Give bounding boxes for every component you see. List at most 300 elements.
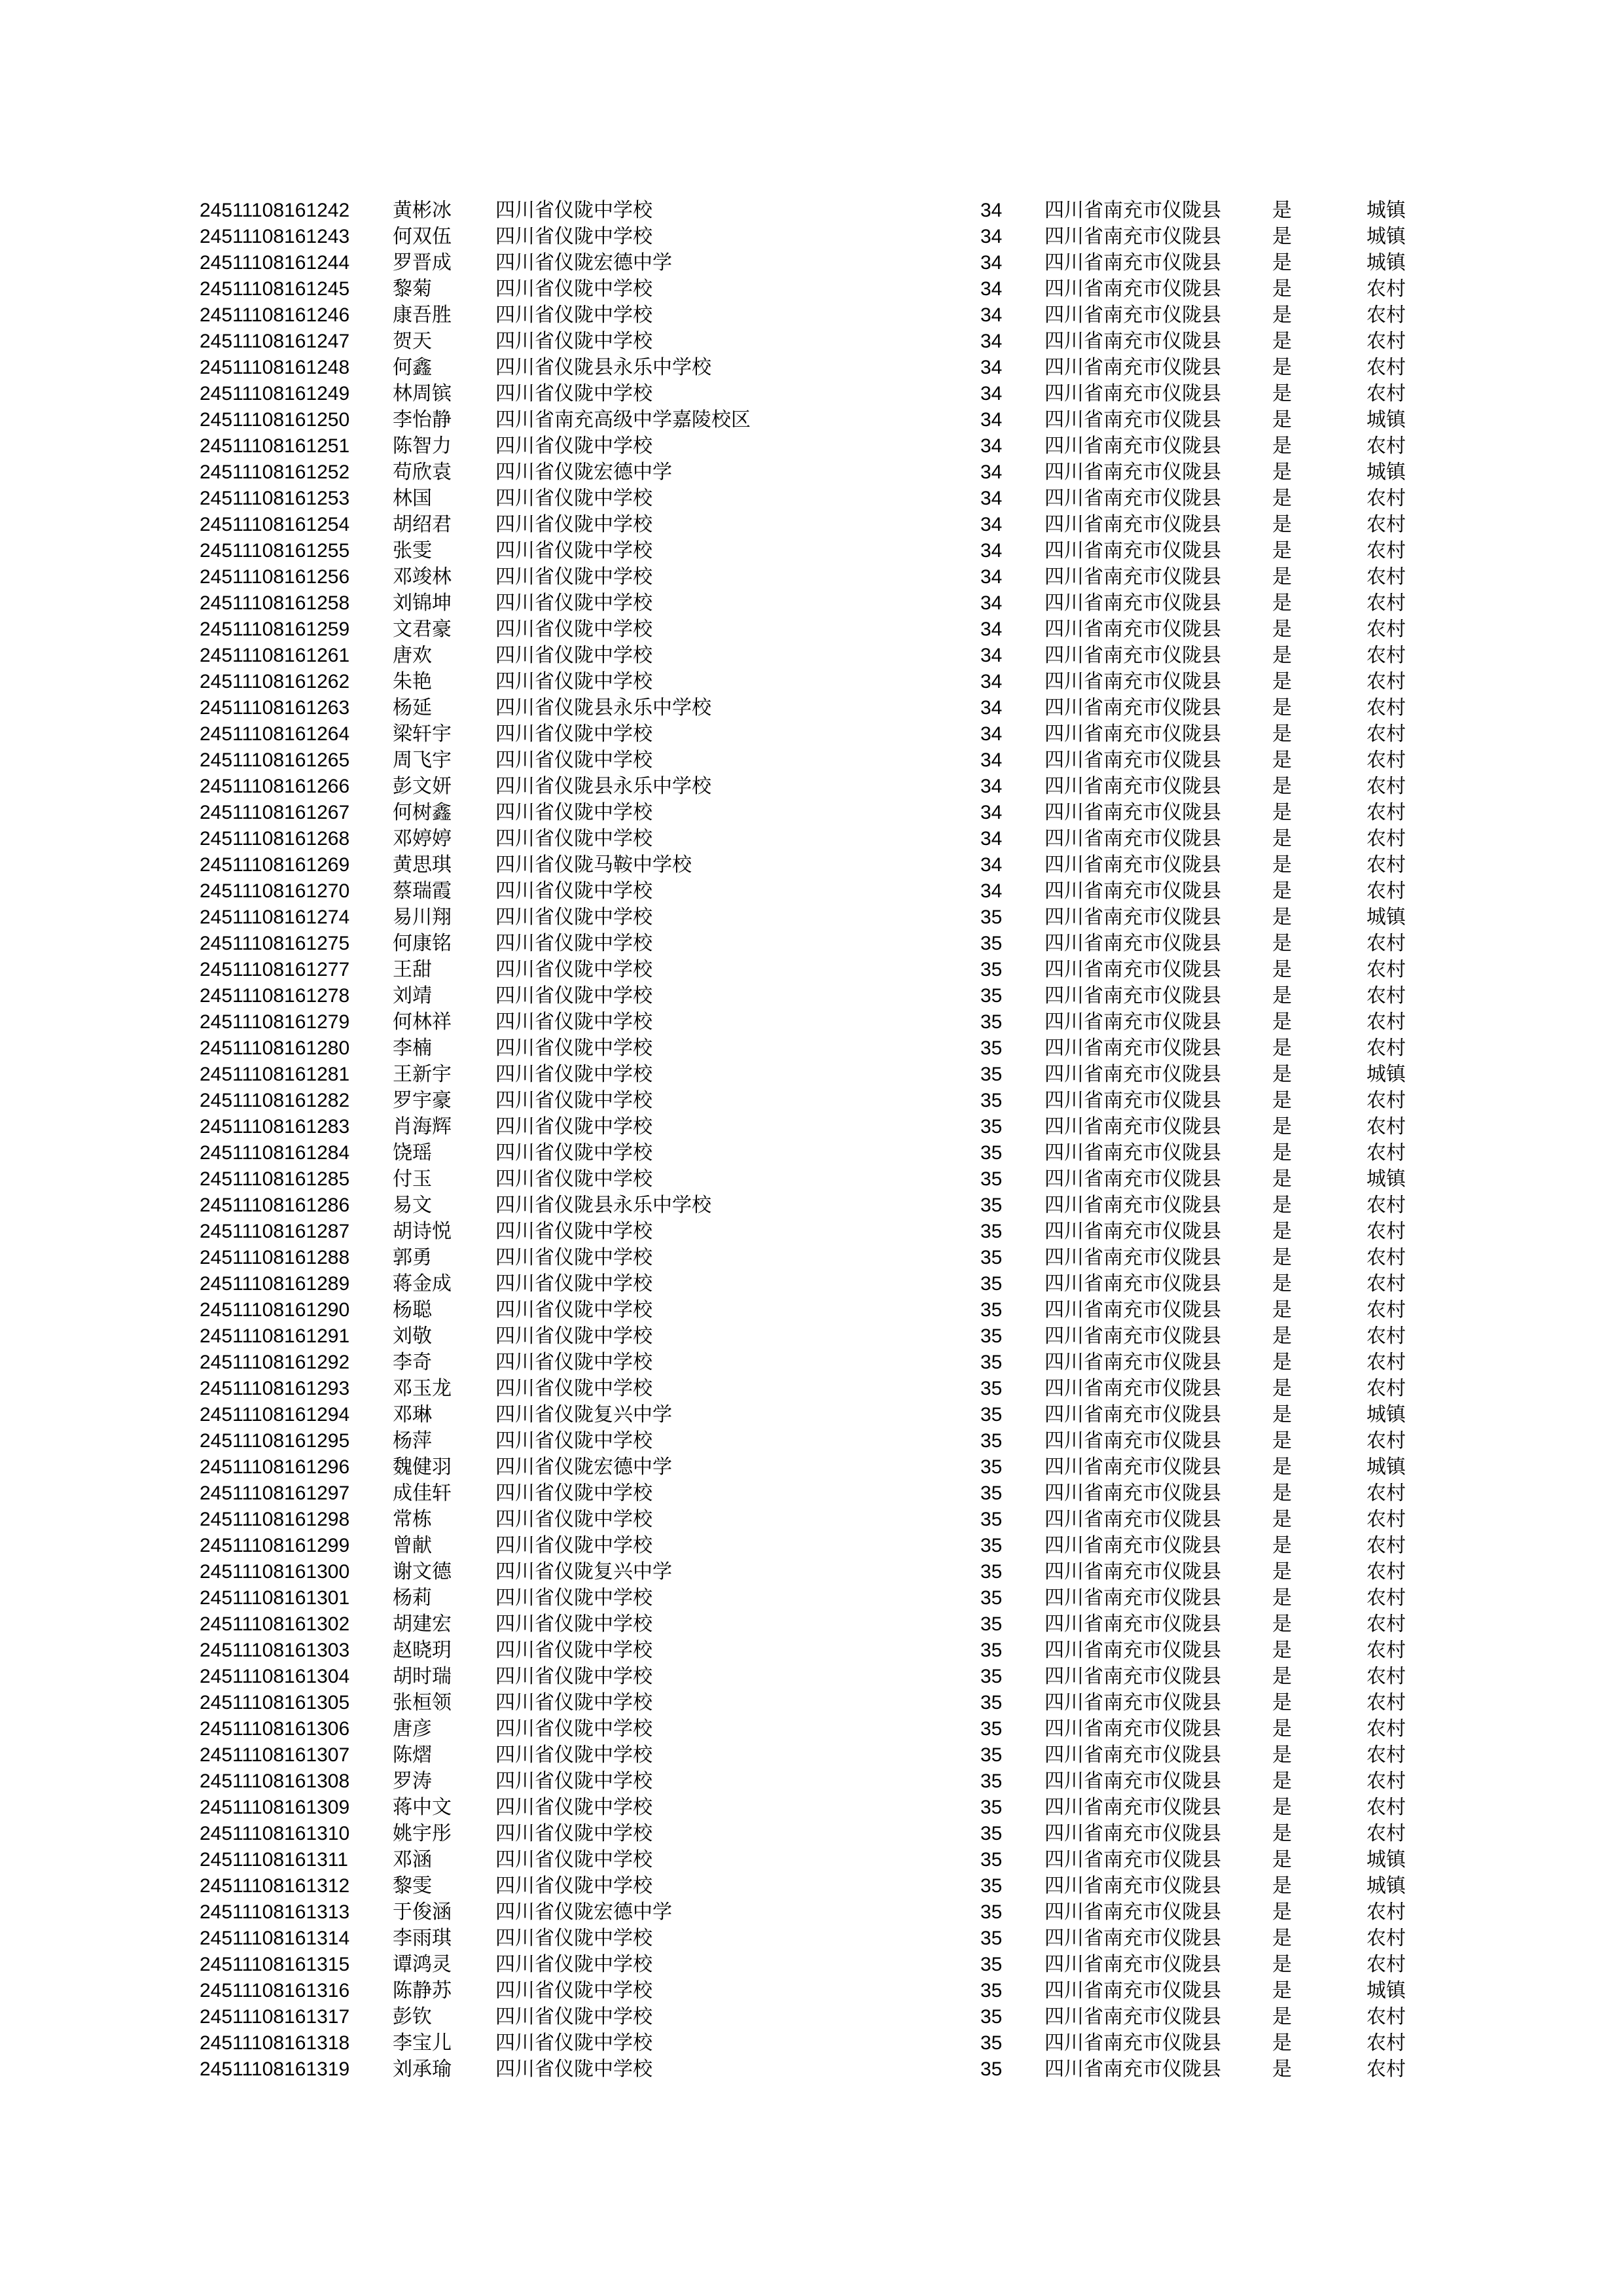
household-type-cell: 农村 <box>1366 1691 1406 1714</box>
flag-cell: 是 <box>1272 2005 1292 2028</box>
school-name-cell: 四川省仪陇中学校 <box>495 906 652 929</box>
flag-cell: 是 <box>1272 618 1292 641</box>
score-cell: 34 <box>980 723 1003 745</box>
region-cell: 四川省南充市仪陇县 <box>1044 251 1221 274</box>
region-cell: 四川省南充市仪陇县 <box>1044 880 1221 903</box>
school-name-cell: 四川省仪陇中学校 <box>495 1299 652 1321</box>
flag-cell: 是 <box>1272 775 1292 798</box>
flag-cell: 是 <box>1272 1953 1292 1976</box>
table-row <box>0 957 1623 983</box>
table-row <box>0 774 1623 800</box>
score-cell: 34 <box>980 880 1003 902</box>
household-type-cell: 农村 <box>1366 1377 1406 1400</box>
household-type-cell: 农村 <box>1366 2058 1406 2081</box>
student-name-cell: 胡时瑞 <box>393 1665 452 1688</box>
student-name-cell: 何双伍 <box>393 225 452 248</box>
table-row <box>0 1742 1623 1768</box>
table-row <box>0 1323 1623 1350</box>
table-row <box>0 1690 1623 1716</box>
student-name-cell: 朱艳 <box>393 670 432 693</box>
score-cell: 35 <box>980 1194 1003 1216</box>
household-type-cell: 城镇 <box>1366 906 1406 929</box>
household-type-cell: 农村 <box>1366 1560 1406 1583</box>
flag-cell: 是 <box>1272 2058 1292 2081</box>
score-cell: 35 <box>980 1430 1003 1452</box>
household-type-cell: 农村 <box>1366 1587 1406 1609</box>
school-name-cell: 四川省仪陇中学校 <box>495 1115 652 1138</box>
flag-cell: 是 <box>1272 932 1292 955</box>
student-name-cell: 姚宇彤 <box>393 1822 452 1845</box>
student-name-cell: 苟欣袁 <box>393 461 452 484</box>
region-cell: 四川省南充市仪陇县 <box>1044 1456 1221 1479</box>
flag-cell: 是 <box>1272 1534 1292 1557</box>
region-cell: 四川省南充市仪陇县 <box>1044 1796 1221 1819</box>
exam-id-cell: 24511108161316 <box>200 1980 350 2001</box>
score-cell: 34 <box>980 488 1003 509</box>
household-type-cell: 农村 <box>1366 1482 1406 1505</box>
exam-id-cell: 24511108161304 <box>200 1666 350 1687</box>
score-cell: 34 <box>980 540 1003 562</box>
student-name-cell: 陈静苏 <box>393 1979 452 2002</box>
region-cell: 四川省南充市仪陇县 <box>1044 1115 1221 1138</box>
region-cell: 四川省南充市仪陇县 <box>1044 1665 1221 1688</box>
score-cell: 34 <box>980 409 1003 431</box>
flag-cell: 是 <box>1272 539 1292 562</box>
household-type-cell: 农村 <box>1366 670 1406 693</box>
household-type-cell: 农村 <box>1366 2032 1406 2054</box>
household-type-cell: 农村 <box>1366 775 1406 798</box>
school-name-cell: 四川省仪陇中学校 <box>495 1141 652 1164</box>
table-row <box>0 1559 1623 1585</box>
score-cell: 35 <box>980 1875 1003 1897</box>
region-cell: 四川省南充市仪陇县 <box>1044 906 1221 929</box>
flag-cell: 是 <box>1272 304 1292 327</box>
household-type-cell: 农村 <box>1366 1141 1406 1164</box>
school-name-cell: 四川省仪陇中学校 <box>495 513 652 536</box>
household-type-cell: 农村 <box>1366 958 1406 981</box>
score-cell: 35 <box>980 1247 1003 1268</box>
table-row <box>0 1638 1623 1664</box>
household-type-cell: 农村 <box>1366 1194 1406 1217</box>
student-name-cell: 邓竣林 <box>393 565 452 588</box>
flag-cell: 是 <box>1272 1665 1292 1688</box>
region-cell: 四川省南充市仪陇县 <box>1044 225 1221 248</box>
region-cell: 四川省南充市仪陇县 <box>1044 1325 1221 1348</box>
region-cell: 四川省南充市仪陇县 <box>1044 1011 1221 1033</box>
table-row <box>0 407 1623 433</box>
school-name-cell: 四川省仪陇中学校 <box>495 1534 652 1557</box>
student-name-cell: 王新宇 <box>393 1063 452 1086</box>
flag-cell: 是 <box>1272 1115 1292 1138</box>
flag-cell: 是 <box>1272 1299 1292 1321</box>
household-type-cell: 农村 <box>1366 1272 1406 1295</box>
region-cell: 四川省南充市仪陇县 <box>1044 932 1221 955</box>
exam-id-cell: 24511108161247 <box>200 331 350 352</box>
flag-cell: 是 <box>1272 1613 1292 1636</box>
exam-id-cell: 24511108161285 <box>200 1168 350 1190</box>
score-cell: 35 <box>980 1325 1003 1347</box>
flag-cell: 是 <box>1272 1325 1292 1348</box>
table-row <box>0 826 1623 852</box>
school-name-cell: 四川省仪陇中学校 <box>495 1953 652 1976</box>
flag-cell: 是 <box>1272 1037 1292 1060</box>
household-type-cell: 农村 <box>1366 1770 1406 1793</box>
exam-id-cell: 24511108161280 <box>200 1037 350 1059</box>
school-name-cell: 四川省南充高级中学嘉陵校区 <box>495 408 751 431</box>
school-name-cell: 四川省仪陇中学校 <box>495 1482 652 1505</box>
student-name-cell: 黄彬冰 <box>393 199 452 222</box>
region-cell: 四川省南充市仪陇县 <box>1044 723 1221 745</box>
flag-cell: 是 <box>1272 1979 1292 2002</box>
exam-id-cell: 24511108161252 <box>200 461 350 483</box>
household-type-cell: 城镇 <box>1366 1979 1406 2002</box>
score-cell: 35 <box>980 1744 1003 1766</box>
exam-id-cell: 24511108161262 <box>200 671 350 692</box>
score-cell: 35 <box>980 1456 1003 1478</box>
exam-id-cell: 24511108161258 <box>200 592 350 614</box>
student-name-cell: 张雯 <box>393 539 432 562</box>
school-name-cell: 四川省仪陇中学校 <box>495 749 652 772</box>
student-name-cell: 谭鸿灵 <box>393 1953 452 1976</box>
table-row <box>0 486 1623 512</box>
table-row <box>0 1821 1623 1847</box>
score-cell: 34 <box>980 566 1003 588</box>
student-name-cell: 罗涛 <box>393 1770 432 1793</box>
flag-cell: 是 <box>1272 1168 1292 1191</box>
school-name-cell: 四川省仪陇中学校 <box>495 1508 652 1531</box>
school-name-cell: 四川省仪陇中学校 <box>495 1272 652 1295</box>
region-cell: 四川省南充市仪陇县 <box>1044 1272 1221 1295</box>
score-cell: 34 <box>980 749 1003 771</box>
student-name-cell: 何鑫 <box>393 356 432 379</box>
table-row <box>0 2030 1623 2056</box>
student-name-cell: 陈智力 <box>393 435 452 457</box>
region-cell: 四川省南充市仪陇县 <box>1044 382 1221 405</box>
table-row <box>0 198 1623 224</box>
region-cell: 四川省南充市仪陇县 <box>1044 984 1221 1007</box>
score-cell: 34 <box>980 828 1003 850</box>
region-cell: 四川省南充市仪陇县 <box>1044 827 1221 850</box>
school-name-cell: 四川省仪陇中学校 <box>495 1874 652 1897</box>
table-row <box>0 1350 1623 1376</box>
region-cell: 四川省南充市仪陇县 <box>1044 1168 1221 1191</box>
score-cell: 34 <box>980 697 1003 719</box>
student-name-cell: 刘承瑜 <box>393 2058 452 2081</box>
flag-cell: 是 <box>1272 1639 1292 1662</box>
region-cell: 四川省南充市仪陇县 <box>1044 1691 1221 1714</box>
score-cell: 35 <box>980 1116 1003 1138</box>
table-row <box>0 1428 1623 1454</box>
household-type-cell: 农村 <box>1366 513 1406 536</box>
school-name-cell: 四川省仪陇中学校 <box>495 539 652 562</box>
school-name-cell: 四川省仪陇宏德中学 <box>495 1901 672 1924</box>
exam-id-cell: 24511108161310 <box>200 1823 350 1844</box>
score-cell: 35 <box>980 1142 1003 1164</box>
student-name-cell: 肖海辉 <box>393 1115 452 1138</box>
household-type-cell: 城镇 <box>1366 1063 1406 1086</box>
school-name-cell: 四川省仪陇宏德中学 <box>495 461 672 484</box>
table-row <box>0 1507 1623 1533</box>
region-cell: 四川省南充市仪陇县 <box>1044 1534 1221 1557</box>
flag-cell: 是 <box>1272 1691 1292 1714</box>
household-type-cell: 农村 <box>1366 853 1406 876</box>
student-name-cell: 李奇 <box>393 1351 432 1374</box>
table-row <box>0 695 1623 721</box>
flag-cell: 是 <box>1272 1089 1292 1112</box>
region-cell: 四川省南充市仪陇县 <box>1044 1979 1221 2002</box>
household-type-cell: 城镇 <box>1366 1403 1406 1426</box>
exam-id-cell: 24511108161287 <box>200 1221 350 1242</box>
household-type-cell: 农村 <box>1366 1089 1406 1112</box>
flag-cell: 是 <box>1272 1560 1292 1583</box>
exam-id-cell: 24511108161296 <box>200 1456 350 1478</box>
school-name-cell: 四川省仪陇中学校 <box>495 592 652 615</box>
table-row <box>0 1114 1623 1140</box>
household-type-cell: 农村 <box>1366 1822 1406 1845</box>
household-type-cell: 农村 <box>1366 304 1406 327</box>
school-name-cell: 四川省仪陇中学校 <box>495 1325 652 1348</box>
school-name-cell: 四川省仪陇中学校 <box>495 1665 652 1688</box>
student-name-cell: 曾献 <box>393 1534 432 1557</box>
table-row <box>0 381 1623 407</box>
student-name-cell: 胡绍君 <box>393 513 452 536</box>
flag-cell: 是 <box>1272 435 1292 457</box>
exam-id-cell: 24511108161254 <box>200 514 350 535</box>
household-type-cell: 城镇 <box>1366 251 1406 274</box>
school-name-cell: 四川省仪陇中学校 <box>495 1822 652 1845</box>
flag-cell: 是 <box>1272 853 1292 876</box>
household-type-cell: 农村 <box>1366 984 1406 1007</box>
student-name-cell: 易文 <box>393 1194 432 1217</box>
school-name-cell: 四川省仪陇县永乐中学校 <box>495 696 711 719</box>
student-name-cell: 胡建宏 <box>393 1613 452 1636</box>
household-type-cell: 城镇 <box>1366 1874 1406 1897</box>
region-cell: 四川省南充市仪陇县 <box>1044 1194 1221 1217</box>
household-type-cell: 农村 <box>1366 539 1406 562</box>
student-name-cell: 于俊涵 <box>393 1901 452 1924</box>
score-cell: 34 <box>980 252 1003 274</box>
school-name-cell: 四川省仪陇县永乐中学校 <box>495 356 711 379</box>
school-name-cell: 四川省仪陇中学校 <box>495 1639 652 1662</box>
flag-cell: 是 <box>1272 1141 1292 1164</box>
score-cell: 35 <box>980 1535 1003 1556</box>
school-name-cell: 四川省仪陇中学校 <box>495 225 652 248</box>
table-row <box>0 590 1623 617</box>
score-cell: 35 <box>980 1273 1003 1295</box>
flag-cell: 是 <box>1272 670 1292 693</box>
household-type-cell: 农村 <box>1366 644 1406 667</box>
score-cell: 34 <box>980 331 1003 352</box>
student-name-cell: 邓涵 <box>393 1848 432 1871</box>
table-row <box>0 1402 1623 1428</box>
score-cell: 35 <box>980 1482 1003 1504</box>
exam-id-cell: 24511108161291 <box>200 1325 350 1347</box>
exam-id-cell: 24511108161253 <box>200 488 350 509</box>
household-type-cell: 农村 <box>1366 1665 1406 1688</box>
flag-cell: 是 <box>1272 1456 1292 1479</box>
school-name-cell: 四川省仪陇复兴中学 <box>495 1560 672 1583</box>
student-name-cell: 唐彦 <box>393 1717 432 1740</box>
region-cell: 四川省南充市仪陇县 <box>1044 1351 1221 1374</box>
score-cell: 35 <box>980 2006 1003 2028</box>
flag-cell: 是 <box>1272 906 1292 929</box>
school-name-cell: 四川省仪陇中学校 <box>495 984 652 1007</box>
school-name-cell: 四川省仪陇中学校 <box>495 1011 652 1033</box>
exam-id-cell: 24511108161315 <box>200 1954 350 1975</box>
table-row <box>0 1952 1623 1978</box>
score-cell: 35 <box>980 985 1003 1007</box>
student-name-cell: 周飞宇 <box>393 749 452 772</box>
student-name-cell: 易川翔 <box>393 906 452 929</box>
table-row <box>0 1245 1623 1271</box>
score-cell: 34 <box>980 776 1003 797</box>
household-type-cell: 城镇 <box>1366 199 1406 222</box>
student-name-cell: 黄思琪 <box>393 853 452 876</box>
table-row <box>0 250 1623 276</box>
student-name-cell: 梁轩宇 <box>393 723 452 745</box>
student-name-cell: 常栋 <box>393 1508 432 1531</box>
student-name-cell: 罗晋成 <box>393 251 452 274</box>
exam-id-cell: 24511108161245 <box>200 278 350 300</box>
table-row <box>0 355 1623 381</box>
flag-cell: 是 <box>1272 382 1292 405</box>
region-cell: 四川省南充市仪陇县 <box>1044 461 1221 484</box>
exam-id-cell: 24511108161300 <box>200 1561 350 1583</box>
score-cell: 34 <box>980 802 1003 823</box>
score-cell: 35 <box>980 1640 1003 1661</box>
region-cell: 四川省南充市仪陇县 <box>1044 1560 1221 1583</box>
table-row <box>0 2056 1623 2083</box>
exam-id-cell: 24511108161318 <box>200 2032 350 2054</box>
table-row <box>0 433 1623 459</box>
school-name-cell: 四川省仪陇中学校 <box>495 723 652 745</box>
student-name-cell: 李宝儿 <box>393 2032 452 2054</box>
flag-cell: 是 <box>1272 958 1292 981</box>
student-name-cell: 邓玉龙 <box>393 1377 452 1400</box>
exam-id-cell: 24511108161266 <box>200 776 350 797</box>
table-row <box>0 878 1623 905</box>
student-name-cell: 黎雯 <box>393 1874 432 1897</box>
household-type-cell: 农村 <box>1366 382 1406 405</box>
score-cell: 35 <box>980 1770 1003 1792</box>
score-cell: 34 <box>980 357 1003 378</box>
exam-id-cell: 24511108161269 <box>200 854 350 876</box>
exam-id-cell: 24511108161278 <box>200 985 350 1007</box>
exam-id-cell: 24511108161275 <box>200 933 350 954</box>
table-row <box>0 643 1623 669</box>
household-type-cell: 城镇 <box>1366 1456 1406 1479</box>
region-cell: 四川省南充市仪陇县 <box>1044 2058 1221 2081</box>
region-cell: 四川省南充市仪陇县 <box>1044 2005 1221 2028</box>
school-name-cell: 四川省仪陇中学校 <box>495 1037 652 1060</box>
school-name-cell: 四川省仪陇中学校 <box>495 1613 652 1636</box>
region-cell: 四川省南充市仪陇县 <box>1044 1587 1221 1609</box>
score-cell: 35 <box>980 1901 1003 1923</box>
table-row <box>0 1219 1623 1245</box>
score-cell: 34 <box>980 461 1003 483</box>
table-row <box>0 538 1623 564</box>
household-type-cell: 农村 <box>1366 1534 1406 1557</box>
student-name-cell: 彭文妍 <box>393 775 452 798</box>
student-name-cell: 唐欢 <box>393 644 432 667</box>
household-type-cell: 城镇 <box>1366 225 1406 248</box>
household-type-cell: 农村 <box>1366 1351 1406 1374</box>
exam-id-cell: 24511108161251 <box>200 435 350 457</box>
household-type-cell: 农村 <box>1366 565 1406 588</box>
region-cell: 四川省南充市仪陇县 <box>1044 513 1221 536</box>
student-name-cell: 李雨琪 <box>393 1927 452 1950</box>
flag-cell: 是 <box>1272 696 1292 719</box>
exam-id-cell: 24511108161248 <box>200 357 350 378</box>
table-row <box>0 1978 1623 2004</box>
household-type-cell: 农村 <box>1366 801 1406 824</box>
school-name-cell: 四川省仪陇中学校 <box>495 1429 652 1452</box>
table-row <box>0 800 1623 826</box>
score-cell: 34 <box>980 435 1003 457</box>
table-row <box>0 1716 1623 1742</box>
school-name-cell: 四川省仪陇宏德中学 <box>495 251 672 274</box>
table-row <box>0 1454 1623 1480</box>
student-name-cell: 林国 <box>393 487 432 510</box>
table-row <box>0 1768 1623 1795</box>
region-cell: 四川省南充市仪陇县 <box>1044 408 1221 431</box>
exam-id-cell: 24511108161306 <box>200 1718 350 1740</box>
flag-cell: 是 <box>1272 513 1292 536</box>
household-type-cell: 农村 <box>1366 487 1406 510</box>
school-name-cell: 四川省仪陇中学校 <box>495 1796 652 1819</box>
school-name-cell: 四川省仪陇县永乐中学校 <box>495 1194 711 1217</box>
region-cell: 四川省南充市仪陇县 <box>1044 1508 1221 1531</box>
flag-cell: 是 <box>1272 2032 1292 2054</box>
region-cell: 四川省南充市仪陇县 <box>1044 1901 1221 1924</box>
flag-cell: 是 <box>1272 592 1292 615</box>
region-cell: 四川省南充市仪陇县 <box>1044 435 1221 457</box>
score-cell: 34 <box>980 619 1003 640</box>
school-name-cell: 四川省仪陇中学校 <box>495 1717 652 1740</box>
school-name-cell: 四川省仪陇中学校 <box>495 1220 652 1243</box>
flag-cell: 是 <box>1272 1508 1292 1531</box>
exam-id-cell: 24511108161250 <box>200 409 350 431</box>
student-name-cell: 林周镔 <box>393 382 452 405</box>
exam-id-cell: 24511108161289 <box>200 1273 350 1295</box>
score-cell: 35 <box>980 1064 1003 1085</box>
school-name-cell: 四川省仪陇中学校 <box>495 304 652 327</box>
table-row <box>0 1297 1623 1323</box>
flag-cell: 是 <box>1272 984 1292 1007</box>
student-name-cell: 何树鑫 <box>393 801 452 824</box>
household-type-cell: 农村 <box>1366 356 1406 379</box>
exam-id-cell: 24511108161264 <box>200 723 350 745</box>
table-row <box>0 1035 1623 1062</box>
exam-id-cell: 24511108161312 <box>200 1875 350 1897</box>
region-cell: 四川省南充市仪陇县 <box>1044 1063 1221 1086</box>
household-type-cell: 农村 <box>1366 1744 1406 1767</box>
exam-id-cell: 24511108161243 <box>200 226 350 247</box>
region-cell: 四川省南充市仪陇县 <box>1044 1482 1221 1505</box>
student-name-cell: 蒋金成 <box>393 1272 452 1295</box>
student-name-cell: 张桓领 <box>393 1691 452 1714</box>
school-name-cell: 四川省仪陇宏德中学 <box>495 1456 672 1479</box>
score-cell: 35 <box>980 1954 1003 1975</box>
flag-cell: 是 <box>1272 1770 1292 1793</box>
student-name-cell: 康吾胜 <box>393 304 452 327</box>
table-row <box>0 1873 1623 1899</box>
school-name-cell: 四川省仪陇中学校 <box>495 1691 652 1714</box>
student-name-cell: 何康铭 <box>393 932 452 955</box>
flag-cell: 是 <box>1272 1744 1292 1767</box>
flag-cell: 是 <box>1272 1848 1292 1871</box>
exam-id-cell: 24511108161308 <box>200 1770 350 1792</box>
